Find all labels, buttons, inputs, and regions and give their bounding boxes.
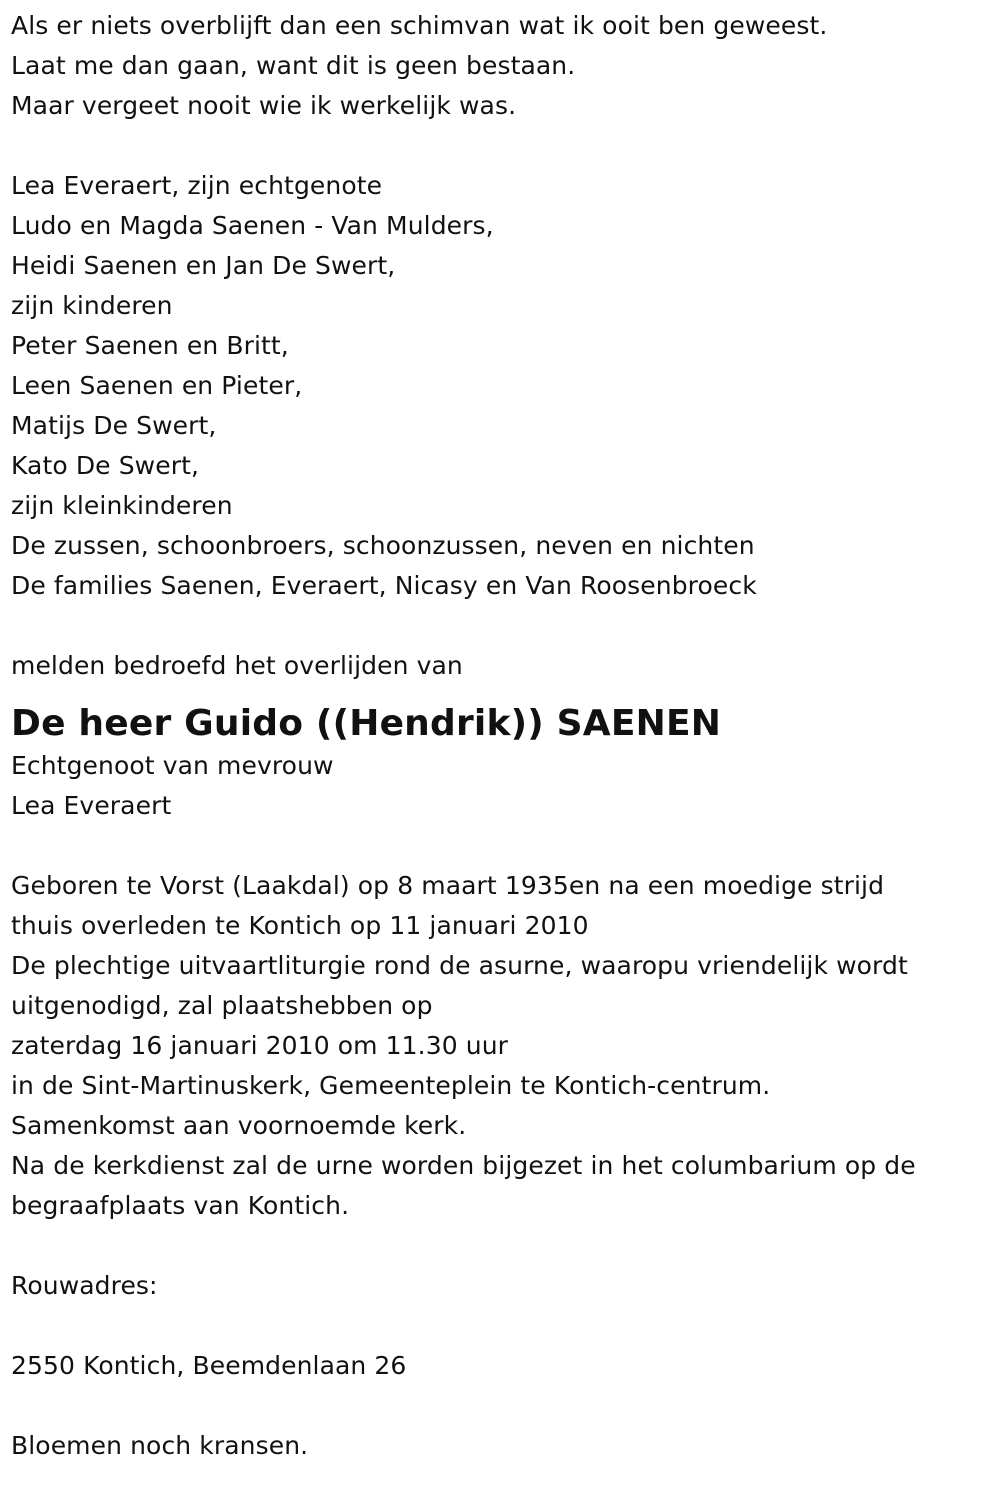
family-line: Heidi Saenen en Jan De Swert, xyxy=(11,251,396,280)
poem-line: Maar vergeet nooit wie ik werkelijk was. xyxy=(11,91,517,120)
family-list xyxy=(11,166,991,606)
funeral-details xyxy=(11,866,991,1226)
details-line: Geboren te Vorst (Laakdal) op 8 maart 1935en na een moedige strijd xyxy=(11,871,885,900)
spacer xyxy=(11,606,991,646)
family-line: De zussen, schoonbroers, schoonzussen, neven en nichten xyxy=(11,531,755,560)
details-line: thuis overleden te Kontich op 11 januari 2010 xyxy=(11,911,589,940)
spouse-name: Lea Everaert xyxy=(11,791,172,820)
poem xyxy=(11,6,991,126)
family-line: De families Saenen, Everaert, Nicasy en Van Roosenbroeck xyxy=(11,571,757,600)
family-line: Matijs De Swert, xyxy=(11,411,217,440)
obituary-document xyxy=(11,6,991,1466)
spacer xyxy=(11,1226,991,1266)
details-line: uitgenodigd, zal plaatshebben op xyxy=(11,991,433,1020)
spacer xyxy=(11,1386,991,1426)
spacer xyxy=(11,1306,991,1346)
family-line: Peter Saenen en Britt, xyxy=(11,331,289,360)
details-line: in de Sint-Martinuskerk, Gemeenteplein te Kontich-centrum. xyxy=(11,1071,771,1100)
mourning-address: 2550 Kontich, Beemdenlaan 26 xyxy=(11,1351,407,1380)
details-line: begraafplaats van Kontich. xyxy=(11,1191,350,1220)
poem-line: Laat me dan gaan, want dit is geen bestaan. xyxy=(11,51,576,80)
family-line: Kato De Swert, xyxy=(11,451,200,480)
family-line: zijn kleinkinderen xyxy=(11,491,233,520)
details-line: Na de kerkdienst zal de urne worden bijgezet in het columbarium op de xyxy=(11,1151,916,1180)
spouse-line: Echtgenoot van mevrouw xyxy=(11,751,334,780)
spacer xyxy=(11,826,991,866)
address-label: Rouwadres: xyxy=(11,1271,158,1300)
details-line: De plechtige uitvaartliturgie rond de asurne, waaropu vriendelijk wordt xyxy=(11,951,908,980)
deceased-name: De heer Guido ((Hendrik)) SAENEN xyxy=(11,703,722,744)
family-line: zijn kinderen xyxy=(11,291,173,320)
family-line: Leen Saenen en Pieter, xyxy=(11,371,303,400)
details-line: zaterdag 16 januari 2010 om 11.30 uur xyxy=(11,1031,509,1060)
spacer xyxy=(11,126,991,166)
poem-line: Als er niets overblijft dan een schimvan wat ik ooit ben geweest. xyxy=(11,11,828,40)
details-line: Samenkomst aan voornoemde kerk. xyxy=(11,1111,467,1140)
announcement-text: melden bedroefd het overlijden van xyxy=(11,651,463,680)
closing-note: Bloemen noch kransen. xyxy=(11,1431,309,1460)
family-line: Lea Everaert, zijn echtgenote xyxy=(11,171,383,200)
family-line: Ludo en Magda Saenen - Van Mulders, xyxy=(11,211,494,240)
